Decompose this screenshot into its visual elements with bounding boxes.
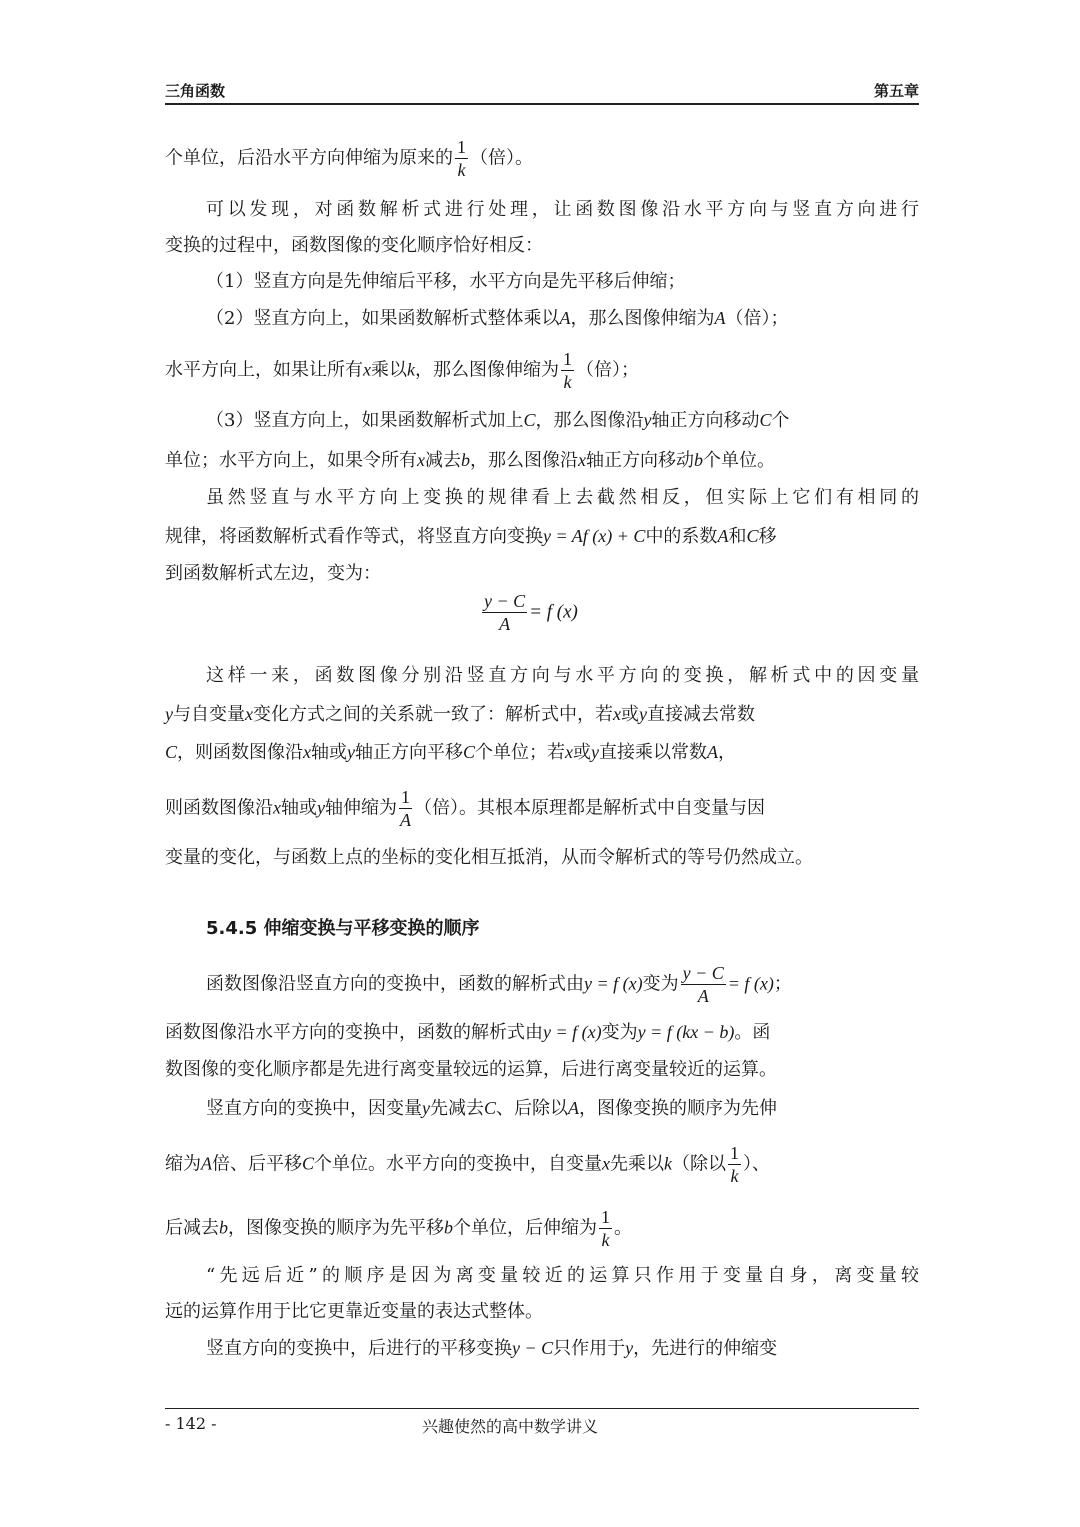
text-line: 竖直方向的变换中，因变量y先减去C、后除以A，图像变换的顺序为先伸 <box>206 1098 778 1119</box>
text-line: 数图像的变化顺序都是先进行离变量较远的运算，后进行离变量较近的运算。 <box>165 1059 777 1080</box>
text-line: （2）竖直方向上，如果函数解析式整体乘以A，那么图像伸缩为A（倍）； <box>206 308 789 329</box>
text-line: 后减去b，图像变换的顺序为先平移b个单位，后伸缩为 $\frac{1}{k}$ 。 <box>165 1207 632 1250</box>
text-line: 这样一来，函数图像分别沿竖直方向与水平方向的变换，解析式中的因变量 <box>206 665 919 686</box>
text-line: 可以发现，对函数解析式进行处理，让函数图像沿水平方向与竖直方向进行 <box>206 199 919 220</box>
text-line: 虽然竖直与水平方向上变换的规律看上去截然相反，但实际上它们有相同的 <box>206 487 919 508</box>
book-title: 兴趣使然的高中数学讲义 <box>422 1417 599 1436</box>
fraction-y-minus-C-over-A: $\frac{y - C}{A}$ <box>484 591 526 634</box>
fraction-1-over-k: $\frac{1}{k}$ <box>730 1143 740 1186</box>
text-line: （3）竖直方向上，如果函数解析式加上C，那么图像沿y轴正方向移动C个 <box>206 410 790 431</box>
text-line: 变量的变化，与函数上点的坐标的变化相互抵消，从而令解析式的等号仍然成立。 <box>165 847 813 868</box>
page-header <box>165 80 919 102</box>
text-line: 缩为A倍、后平移C个单位。水平方向的变换中，自变量x先乘以k（除以 $\frac{1}{k}$ ）、 <box>165 1143 771 1186</box>
fraction-1-over-A: $\frac{1}{A}$ <box>400 787 411 830</box>
header-rule <box>165 103 919 105</box>
text-line: 竖直方向的变换中，后进行的平移变换y − C只作用于y，先进行的伸缩变 <box>206 1338 778 1359</box>
text-line: 则函数图像沿x轴或y轴伸缩为 $\frac{1}{A}$ （倍）。其根本原理都是解析式中自变量与因 <box>165 787 765 830</box>
fraction-1-over-k: $\frac{1}{k}$ <box>601 1207 610 1250</box>
text-line: 到函数解析式左边，变为： <box>165 563 381 584</box>
text-line: 函数图像沿水平方向的变换中，函数的解析式由y = f (x)变为y = f (kx − b)。函 <box>165 1022 771 1043</box>
text-line: 单位；水平方向上，如果令所有x减去b，那么图像沿x轴正方向移动b个单位。 <box>165 450 775 471</box>
text-line: 变换的过程中，函数图像的变化顺序恰好相反： <box>165 235 543 256</box>
text-line: （1）竖直方向是先伸缩后平移，水平方向是先平移后伸缩； <box>206 271 686 292</box>
section-heading: 5.4.5 伸缩变换与平移变换的顺序 <box>206 918 480 939</box>
text-line: “先远后近”的顺序是因为离变量较近的运算只作用于变量自身，离变量较 <box>206 1265 919 1286</box>
text-line: y与自变量x变化方式之间的关系就一致了：解析式中，若x或y直接减去常数 <box>165 704 755 725</box>
fraction-1-over-k: $\frac{1}{k}$ <box>563 349 572 392</box>
fraction-1-over-k: $\frac{1}{k}$ <box>457 137 466 180</box>
text-line: 远的运算作用于比它更靠近变量的表达式整体。 <box>165 1301 543 1322</box>
text-run: （倍）。 <box>470 147 533 169</box>
chapter-number: 第五章 <box>873 82 919 100</box>
footer-rule <box>165 1408 919 1409</box>
text-line: C，则函数图像沿x轴或y轴正方向平移C个单位；若x或y直接乘以常数A， <box>165 742 737 763</box>
text-run: 个单位，后沿水平方向伸缩为原来的 <box>165 147 453 169</box>
text-line: 规律，将函数解析式看作等式，将竖直方向变换y = Af (x) + C中的系数A和C移 <box>165 526 777 547</box>
chapter-section-title: 三角函数 <box>165 82 226 100</box>
text-line: 函数图像沿竖直方向的变换中，函数的解析式由y = f (x)变为 $\frac{y - C}{A}$ = f (x)； <box>206 963 792 1006</box>
text-line: 水平方向上，如果让所有x乘以k，那么图像伸缩为 $\frac{1}{k}$ （倍）； <box>165 349 639 392</box>
text-line <box>165 138 919 179</box>
page-number: - 142 - <box>165 1414 217 1433</box>
centered-formula: $\frac{y - C}{A}$ = f (x) <box>484 591 578 634</box>
page-footer <box>165 1414 919 1438</box>
fraction-y-minus-C-over-A: $\frac{y - C}{A}$ <box>682 963 724 1006</box>
